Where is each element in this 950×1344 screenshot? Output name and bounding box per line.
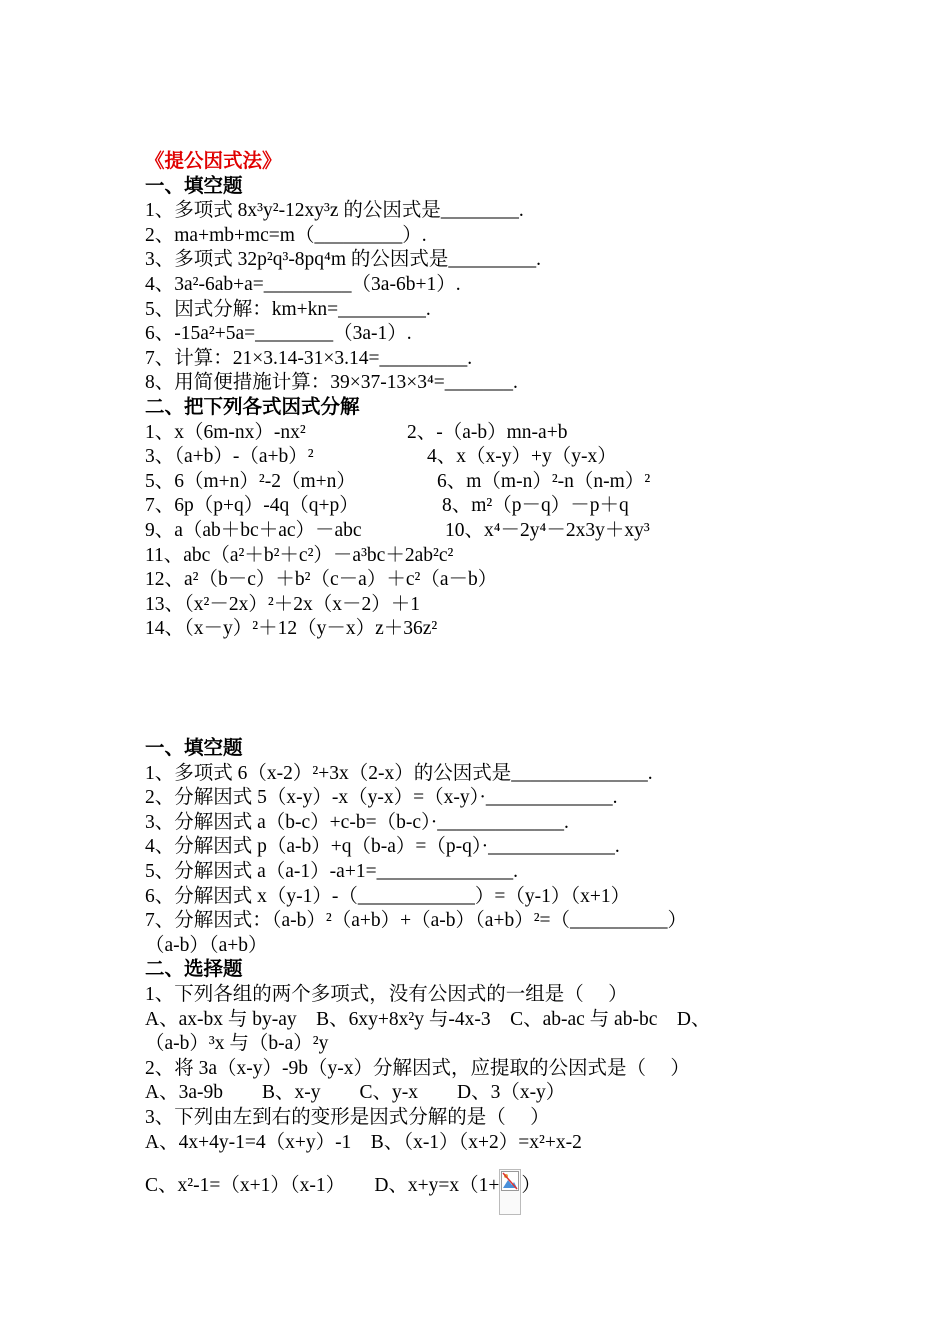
fill-item: 6、-15a²+5a=________（3a-1）.	[145, 323, 412, 345]
factor-row	[145, 445, 805, 470]
factor-row	[145, 421, 805, 446]
choice-item-text: C、x²-1=（x+1）（x-1） D、x+y=x（1+	[145, 1175, 500, 1197]
fill-item: 2、ma+mb+mc=m（_________）.	[145, 224, 427, 246]
fill-item: 2、分解因式 5（x-y）-x（y-x）=（x-y）·_____________.	[145, 787, 618, 809]
fill-item: 1、多项式 6（x-2）²+3x（2-x）的公因式是______________.	[145, 762, 653, 784]
choice-item-close: ）	[521, 1175, 541, 1197]
choice-item: 2、将 3a（x-y）-9b（y-x）分解因式，应提取的公因式是（ ）	[145, 1057, 690, 1079]
fill-item: （a-b）（a+b）	[145, 934, 268, 956]
fill-heading-1: 一、填空题	[145, 175, 243, 197]
fill-item: 3、分解因式 a（b-c）+c-b=（b-c）·_____________.	[145, 811, 569, 833]
factor-item: 14、（x－y）²＋12（y－x）z＋36z²	[145, 618, 438, 640]
factor-item: 13、（x²－2x）²＋2x（x－2）＋1	[145, 593, 420, 615]
section-2	[145, 737, 805, 1197]
factor-row	[145, 519, 805, 544]
factor-item: 6、m（m-n）²-n（n-m）²	[437, 470, 651, 492]
factor-item: 1、x（6m-nx）-nx²	[145, 421, 306, 443]
factor-item: 3、（a+b）-（a+b）²	[145, 446, 314, 468]
section-1	[145, 150, 805, 642]
choice-item: A、ax-bx 与 by-ay B、6xy+8x²y 与-4x-3 C、ab-ac 与 ab-bc D、	[145, 1008, 711, 1030]
factor-item: 8、m²（p－q）－p＋q	[442, 495, 629, 517]
factor-item: 12、a²（b－c）＋b²（c－a）＋c²（a－b）	[145, 569, 498, 591]
factor-item: 7、6p（p+q）-4q（q+p）	[145, 495, 359, 517]
choice-heading: 二、选择题	[145, 959, 243, 981]
choice-item: 3、下列由左到右的变形是因式分解的是（ ）	[145, 1106, 550, 1128]
fill-item: 6、分解因式 x（y-1）-（____________）=（y-1）（x+1）	[145, 885, 631, 907]
factor-item: 5、6（m+n）²-2（m+n）	[145, 470, 356, 492]
fill-item: 3、多项式 32p²q³-8pq⁴m 的公因式是_________.	[145, 249, 542, 271]
factor-heading: 二、把下列各式因式分解	[145, 396, 360, 418]
choice-item: A、4x+4y-1=4（x+y）-1 B、（x-1）（x+2）=x²+x-2	[145, 1131, 582, 1153]
factor-item: 2、-（a-b）mn-a+b	[407, 421, 568, 443]
fill-item: 7、计算：21×3.14-31×3.14=_________.	[145, 347, 473, 369]
fill-item: 8、用简便措施计算：39×37-13×3⁴=_______.	[145, 372, 518, 394]
choice-item: （a-b）³x 与（b-a）²y	[145, 1033, 329, 1055]
fill-item: 4、分解因式 p（a-b）+q（b-a）=（p-q）·_____________.	[145, 836, 620, 858]
fill-heading-2: 一、填空题	[145, 738, 243, 759]
choice-item: 1、下列各组的两个多项式，没有公因式的一组是（ ）	[145, 983, 628, 1005]
broken-image-icon	[499, 1169, 521, 1215]
factor-row	[145, 494, 805, 519]
fill-item: 4、3a²-6ab+a=_________（3a-6b+1）.	[145, 273, 461, 295]
factor-item: 9、a（ab＋bc＋ac）－abc	[145, 519, 362, 541]
choice-item: A、3a-9b B、x-y C、y-x D、3（x-y）	[145, 1082, 566, 1104]
factor-item: 4、x（x-y）+y（y-x）	[427, 446, 617, 468]
factor-row	[145, 470, 805, 495]
fill-item: 7、分解因式：（a-b）²（a+b）+（a-b）（a+b）²=（__________）	[145, 910, 688, 932]
fill-item: 5、分解因式 a（a-1）-a+1=______________.	[145, 860, 518, 882]
document-title: 《提公因式法》	[145, 151, 282, 172]
fill-item: 1、多项式 8x³y²-12xy³z 的公因式是________.	[145, 200, 524, 222]
fill-item: 5、因式分解：km+kn=_________.	[145, 298, 431, 320]
factor-item: 10、x⁴－2y⁴－2x3y＋xy³	[445, 519, 650, 541]
factor-item: 11、abc（a²＋b²＋c²）－a³bc＋2ab²c²	[145, 544, 454, 566]
choice-item-last	[145, 1169, 805, 1197]
